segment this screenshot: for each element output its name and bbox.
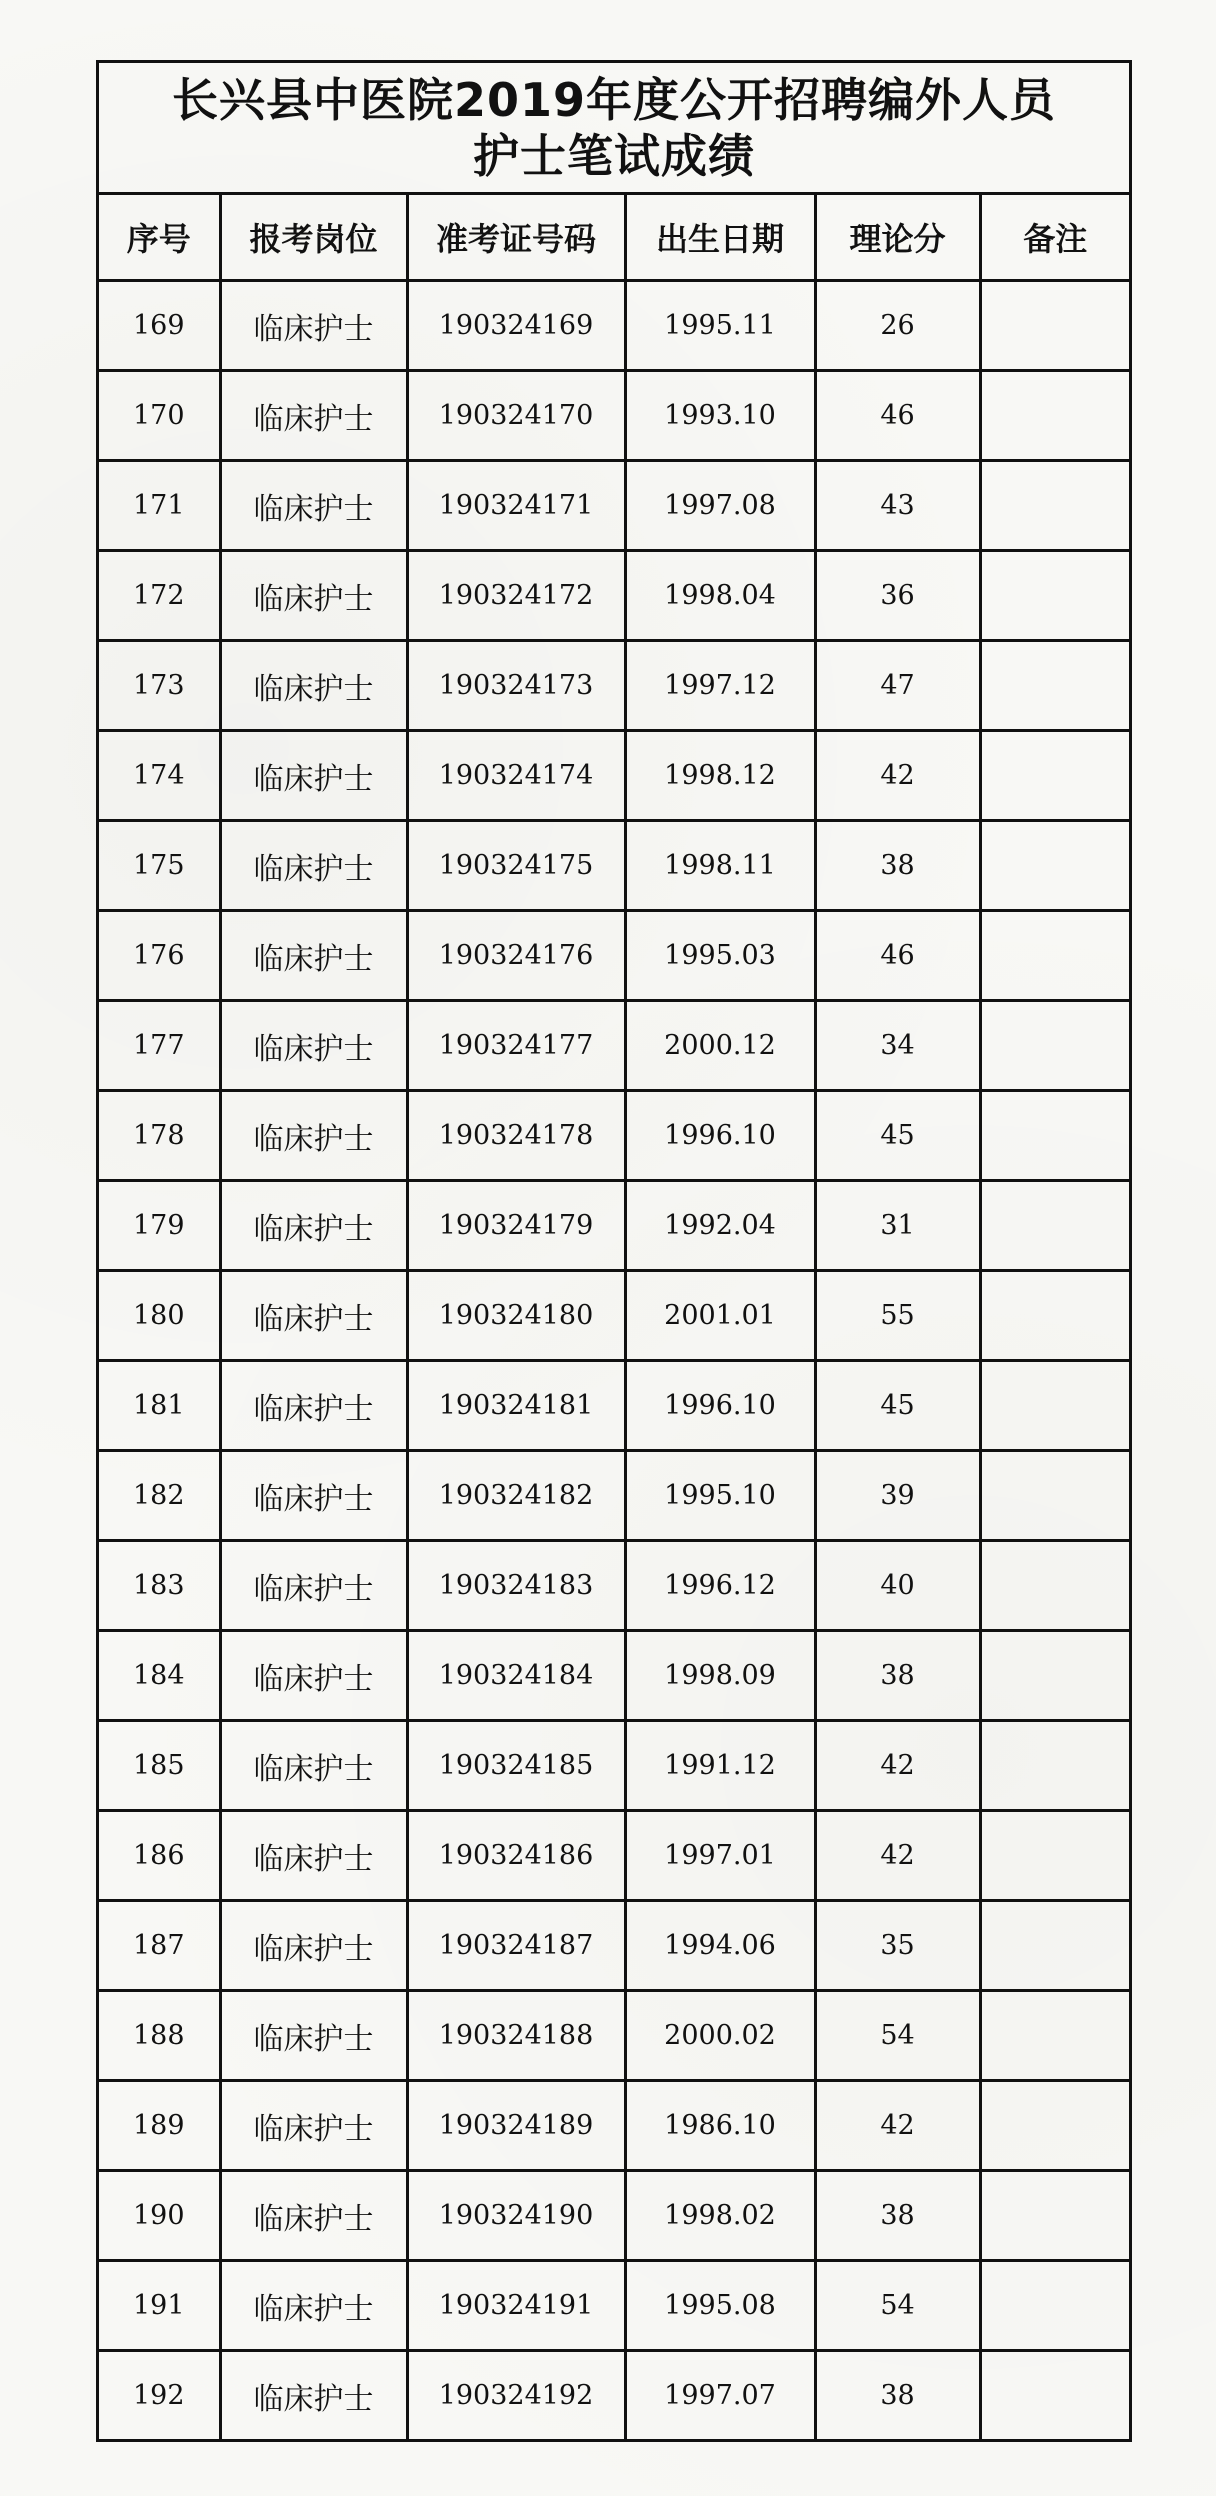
cell-remarks [980,2351,1129,2440]
cell-remarks [980,731,1129,821]
table-header [99,195,1129,281]
cell-position: 临床护士 [220,1541,407,1631]
cell-position: 临床护士 [220,371,407,461]
cell-remarks [980,1451,1129,1541]
cell-birth-date: 2000.02 [625,1991,815,2081]
cell-exam-id: 190324176 [407,911,625,1001]
table-row [99,731,1129,821]
cell-score: 45 [815,1361,980,1451]
cell-score: 42 [815,1811,980,1901]
table-row [99,641,1129,731]
cell-birth-date: 1996.12 [625,1541,815,1631]
cell-birth-date: 1995.03 [625,911,815,1001]
cell-birth-date: 1991.12 [625,1721,815,1811]
cell-position: 临床护士 [220,641,407,731]
table-row [99,2351,1129,2440]
header-birth-date: 出生日期 [625,195,815,281]
cell-exam-id: 190324178 [407,1091,625,1181]
cell-index: 169 [99,281,220,371]
cell-remarks [980,1991,1129,2081]
score-table [99,195,1129,2439]
cell-score: 36 [815,551,980,641]
cell-exam-id: 190324171 [407,461,625,551]
table-row [99,911,1129,1001]
table-body [99,281,1129,2440]
cell-exam-id: 190324169 [407,281,625,371]
cell-birth-date: 1998.11 [625,821,815,911]
cell-remarks [980,1181,1129,1271]
cell-index: 176 [99,911,220,1001]
cell-position: 临床护士 [220,1991,407,2081]
cell-birth-date: 1996.10 [625,1091,815,1181]
document-title: 长兴县中医院2019年度公开招聘编外人员护士笔试成绩 [171,72,1057,183]
table-row [99,821,1129,911]
cell-score: 42 [815,2081,980,2171]
cell-exam-id: 190324181 [407,1361,625,1451]
cell-score: 42 [815,731,980,821]
cell-score: 55 [815,1271,980,1361]
cell-remarks [980,1091,1129,1181]
cell-exam-id: 190324184 [407,1631,625,1721]
cell-score: 43 [815,461,980,551]
cell-score: 45 [815,1091,980,1181]
cell-score: 54 [815,2261,980,2351]
cell-position: 临床护士 [220,1361,407,1451]
cell-position: 临床护士 [220,2081,407,2171]
header-exam-id: 准考证号码 [407,195,625,281]
cell-score: 46 [815,371,980,461]
cell-position: 临床护士 [220,1001,407,1091]
cell-exam-id: 190324188 [407,1991,625,2081]
cell-index: 177 [99,1001,220,1091]
cell-index: 179 [99,1181,220,1271]
cell-birth-date: 1993.10 [625,371,815,461]
table-row [99,1721,1129,1811]
cell-score: 38 [815,2351,980,2440]
cell-exam-id: 190324173 [407,641,625,731]
cell-birth-date: 1996.10 [625,1361,815,1451]
cell-exam-id: 190324191 [407,2261,625,2351]
cell-score: 38 [815,2171,980,2261]
title-row [99,63,1129,195]
table-row [99,2081,1129,2171]
cell-remarks [980,1271,1129,1361]
cell-position: 临床护士 [220,2171,407,2261]
cell-index: 184 [99,1631,220,1721]
cell-remarks [980,821,1129,911]
header-score: 理论分 [815,195,980,281]
cell-position: 临床护士 [220,281,407,371]
table-row [99,1991,1129,2081]
header-remarks: 备注 [980,195,1129,281]
cell-birth-date: 1997.01 [625,1811,815,1901]
cell-remarks [980,2081,1129,2171]
table-row [99,1001,1129,1091]
cell-exam-id: 190324187 [407,1901,625,1991]
header-index: 序号 [99,195,220,281]
cell-birth-date: 2000.12 [625,1001,815,1091]
cell-position: 临床护士 [220,1901,407,1991]
cell-birth-date: 2001.01 [625,1271,815,1361]
table-row [99,2261,1129,2351]
cell-index: 187 [99,1901,220,1991]
cell-index: 190 [99,2171,220,2261]
cell-index: 191 [99,2261,220,2351]
cell-exam-id: 190324175 [407,821,625,911]
cell-remarks [980,1721,1129,1811]
cell-exam-id: 190324170 [407,371,625,461]
cell-exam-id: 190324190 [407,2171,625,2261]
cell-index: 186 [99,1811,220,1901]
cell-birth-date: 1997.12 [625,641,815,731]
cell-position: 临床护士 [220,551,407,641]
cell-position: 临床护士 [220,1811,407,1901]
cell-score: 38 [815,821,980,911]
cell-exam-id: 190324185 [407,1721,625,1811]
cell-birth-date: 1986.10 [625,2081,815,2171]
cell-remarks [980,281,1129,371]
cell-exam-id: 190324186 [407,1811,625,1901]
cell-birth-date: 1997.07 [625,2351,815,2440]
cell-index: 192 [99,2351,220,2440]
table-row [99,1361,1129,1451]
cell-score: 35 [815,1901,980,1991]
cell-index: 181 [99,1361,220,1451]
cell-exam-id: 190324183 [407,1541,625,1631]
cell-remarks [980,911,1129,1001]
cell-index: 178 [99,1091,220,1181]
cell-position: 临床护士 [220,1091,407,1181]
cell-remarks [980,1541,1129,1631]
cell-birth-date: 1998.09 [625,1631,815,1721]
cell-index: 180 [99,1271,220,1361]
cell-score: 46 [815,911,980,1001]
cell-birth-date: 1994.06 [625,1901,815,1991]
cell-score: 42 [815,1721,980,1811]
header-position: 报考岗位 [220,195,407,281]
cell-index: 175 [99,821,220,911]
cell-remarks [980,551,1129,641]
cell-position: 临床护士 [220,1181,407,1271]
cell-remarks [980,1901,1129,1991]
cell-position: 临床护士 [220,2261,407,2351]
cell-birth-date: 1998.02 [625,2171,815,2261]
cell-exam-id: 190324179 [407,1181,625,1271]
cell-exam-id: 190324172 [407,551,625,641]
cell-score: 47 [815,641,980,731]
cell-birth-date: 1995.08 [625,2261,815,2351]
cell-exam-id: 190324182 [407,1451,625,1541]
cell-position: 临床护士 [220,1271,407,1361]
cell-score: 34 [815,1001,980,1091]
table-row [99,371,1129,461]
table-row [99,1091,1129,1181]
cell-remarks [980,461,1129,551]
score-table-container [96,60,1132,2442]
cell-exam-id: 190324180 [407,1271,625,1361]
cell-score: 39 [815,1451,980,1541]
table-row [99,1541,1129,1631]
cell-birth-date: 1997.08 [625,461,815,551]
cell-remarks [980,2171,1129,2261]
cell-remarks [980,2261,1129,2351]
table-row [99,1271,1129,1361]
cell-score: 26 [815,281,980,371]
table-row [99,1901,1129,1991]
cell-position: 临床护士 [220,2351,407,2440]
cell-exam-id: 190324177 [407,1001,625,1091]
cell-position: 临床护士 [220,1631,407,1721]
header-row [99,195,1129,281]
cell-exam-id: 190324174 [407,731,625,821]
cell-score: 38 [815,1631,980,1721]
cell-position: 临床护士 [220,1721,407,1811]
cell-birth-date: 1998.12 [625,731,815,821]
cell-index: 182 [99,1451,220,1541]
cell-birth-date: 1998.04 [625,551,815,641]
cell-birth-date: 1992.04 [625,1181,815,1271]
cell-index: 185 [99,1721,220,1811]
cell-score: 31 [815,1181,980,1271]
table-row [99,1811,1129,1901]
cell-remarks [980,1811,1129,1901]
cell-remarks [980,371,1129,461]
cell-position: 临床护士 [220,911,407,1001]
cell-exam-id: 190324189 [407,2081,625,2171]
cell-birth-date: 1995.10 [625,1451,815,1541]
cell-birth-date: 1995.11 [625,281,815,371]
cell-score: 54 [815,1991,980,2081]
table-row [99,281,1129,371]
cell-position: 临床护士 [220,731,407,821]
cell-index: 172 [99,551,220,641]
cell-remarks [980,1001,1129,1091]
cell-index: 174 [99,731,220,821]
cell-index: 170 [99,371,220,461]
cell-score: 40 [815,1541,980,1631]
cell-position: 临床护士 [220,1451,407,1541]
cell-index: 171 [99,461,220,551]
table-row [99,1631,1129,1721]
table-row [99,1451,1129,1541]
cell-index: 183 [99,1541,220,1631]
cell-position: 临床护士 [220,461,407,551]
cell-index: 188 [99,1991,220,2081]
cell-remarks [980,1361,1129,1451]
cell-index: 189 [99,2081,220,2171]
table-row [99,1181,1129,1271]
cell-position: 临床护士 [220,821,407,911]
cell-remarks [980,1631,1129,1721]
cell-index: 173 [99,641,220,731]
cell-remarks [980,641,1129,731]
cell-exam-id: 190324192 [407,2351,625,2440]
table-row [99,461,1129,551]
table-row [99,551,1129,641]
table-row [99,2171,1129,2261]
